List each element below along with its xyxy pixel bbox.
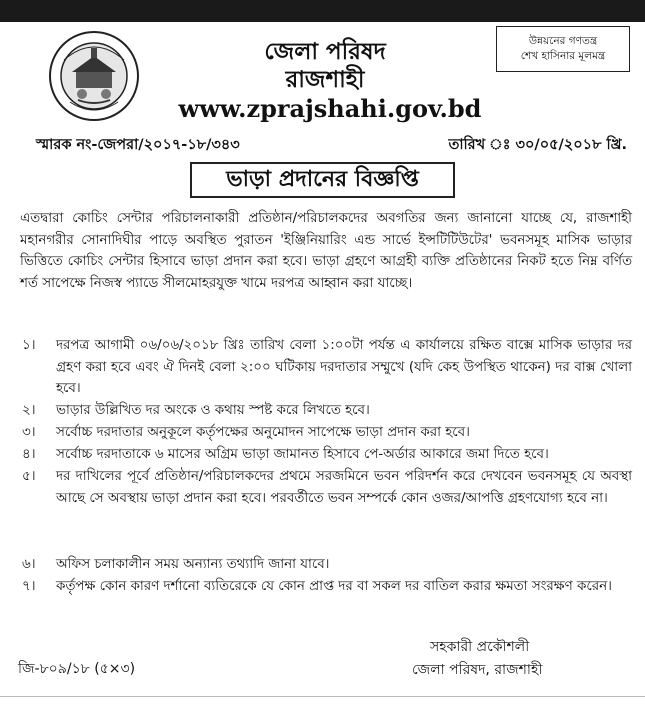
condition-text: অফিস চলাকালীন সময় অন্যান্য তথ্যাদি জানা যাবে। — [56, 557, 330, 572]
top-black-bar — [0, 0, 645, 22]
intro-paragraph: এতদ্বারা কোচিং সেন্টার পরিচালনাকারী প্রতিষ্ঠান/পরিচালকদের অবগতির জন্য জানানো যাচ্ছে যে, রাজশাহী মহানগরীর সোনাদিঘীর পাড়ে অবস্থিত পুরাতন 'ইঞ্জিনিয়ারিং এন্ড সার্ভে ইন্সটিটিউটের' ভবনসমূহ মাসিক ভাড়ার ভিত্তিতে কোচিং সেন্টার হিসাবে ভাড়া প্রদান করা হবে। ভাড়া গ্রহণে আগ্রহী ব্যক্তি প্রতিষ্ঠানের নিকট হতে নিম্ন বর্ণিত শর্ত সাপেক্ষে নিজস্ব প্যাডে সীলমোহরযুক্ত খামে দরপত্র আহ্বান করা যাচ্ছে। — [20, 211, 632, 291]
condition-number: ৪। — [22, 447, 36, 462]
condition-number: ৭। — [22, 579, 36, 594]
bottom-divider — [0, 696, 645, 697]
organization-name: জেলা পরিষদ — [264, 39, 386, 65]
memo-number: স্মারক নং-জেপরা/২০১৭-১৮/৩৪৩ — [36, 137, 240, 153]
district-council-logo — [48, 30, 140, 122]
condition-number: ১। — [22, 338, 36, 353]
condition-text: দর দাখিলের পূর্বে প্রতিষ্ঠান/পরিচালকদের প্রথমে সরজমিনে ভবন পরিদর্শন করে দেখবেন ভবনসমূহ যে অবস্থা আছে সে অবস্থায় ভাড়া প্রদান করা হবে। পরবর্তীতে ভবন সম্পর্কে কোন ওজর/আপত্তি গ্রহণযোগ্য হবে না। — [56, 469, 632, 506]
motto-line-1: উন্নয়নের গণতন্ত্র — [528, 35, 598, 47]
condition-number: ৫। — [22, 469, 36, 484]
condition-text: সর্বোচ্চ দরদাতার অনুকূলে কর্তৃপক্ষের অনুমোদন সাপেক্ষে ভাড়া প্রদান করা হবে। — [56, 425, 470, 440]
notice-date: তারিখ ঃ ৩০/০৫/২০১৮ খ্রি. — [448, 137, 627, 153]
condition-text: কর্তৃপক্ষ কোন কারণ দর্শানো ব্যতিরেকে যে কোন প্রাপ্ত দর বা সকল দর বাতিল করার ক্ষমতা সংরক্ষণ করেন। — [56, 579, 612, 594]
condition-text: দরপত্র আগামী ০৬/০৬/২০১৮ খ্রিঃ তারিখ বেলা ১:০০টা পর্যন্ত এ কার্যালয়ে রক্ষিত বাক্সে মাসিক ভাড়ার দর গ্রহণ করা হবে এবং ঐ দিনই বেলা ২:০০ ঘটিকায় দরদাতার সম্মুখে (যদি কেহ উপস্থিত থাকেন) দর বাক্স খোলা হবে। — [56, 338, 632, 396]
condition-text: ভাড়ার উল্লিখিত দর অংকে ও কথায় স্পষ্ট করে লিখতে হবে। — [56, 403, 370, 418]
notice-title: ভাড়া প্রদানের বিজ্ঞপ্তি — [190, 162, 455, 198]
condition-text: সর্বোচ্চ দরদাতাকে ৬ মাসের অগ্রিম ভাড়া জামানত হিসাবে পে-অর্ডার আকারে জমা দিতে হবে। — [56, 447, 549, 462]
signatory-office: জেলা পরিষদ, রাজশাহী — [412, 662, 543, 678]
condition-number: ২। — [22, 403, 36, 418]
organization-city: রাজশাহী — [285, 67, 365, 93]
condition-number: ৬। — [22, 557, 36, 572]
motto-box — [496, 26, 630, 72]
motto-line-2: শেখ হাসিনার মূলমন্ত্র — [520, 50, 606, 62]
signatory-title: সহকারী প্রকৌশলী — [430, 639, 530, 655]
reference-code: জি-৮০৯/১৮ (৫×৩) — [18, 661, 136, 677]
condition-number: ৩। — [22, 425, 36, 440]
website-url[interactable]: www.zprajshahi.gov.bd — [178, 94, 482, 123]
